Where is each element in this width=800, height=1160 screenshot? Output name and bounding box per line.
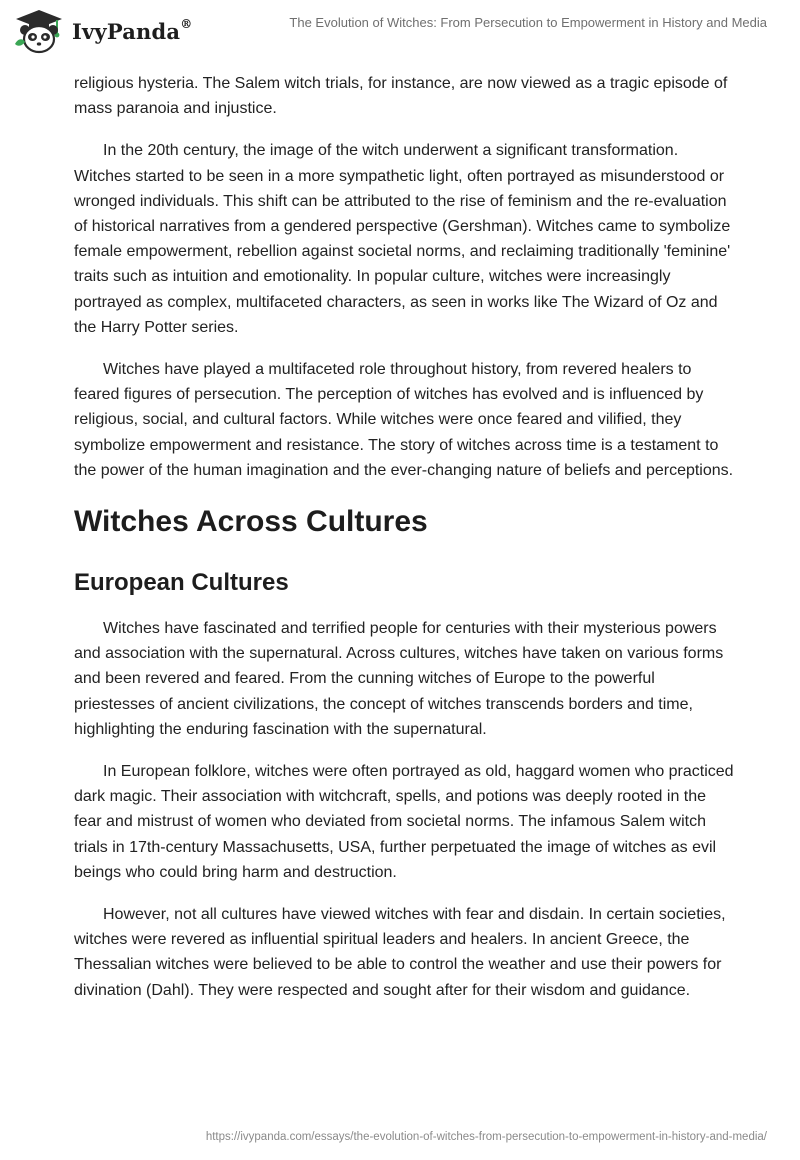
brand-name: IvyPanda® bbox=[72, 16, 193, 44]
panda-logo-icon bbox=[12, 8, 66, 54]
paragraph: In European folklore, witches were often portrayed as old, haggard women who practiced dark magic. Their association with witchcraft, spells, and potions was deeply rooted in the fear and mistrust of women who deviated from societal norms. The infamous Salem witch trials in 17th-century Massachusetts, USA, further perpetuated the image of witches as evil beings who could bring harm and destruction. bbox=[74, 763, 734, 881]
page-header bbox=[0, 0, 800, 62]
paragraph: In the 20th century, the image of the witch underwent a significant transformation. Witches started to be seen in a more sympathetic light, often portrayed as misunderstood or wronged individuals. This shift can be attributed to the rise of feminism and the re-evaluation of historical narratives from a gendered perspective (Gershman). Witches came to symbolize female empowerment, rebellion against societal norms, and reclaiming traditionally 'feminine' traits such as intuition and emotionality. In popular culture, witches were increasingly portrayed as complex, multifaceted characters, as seen in works like The Wizard of Oz and the Harry Potter series. bbox=[74, 142, 731, 336]
article-body bbox=[74, 71, 734, 1020]
paragraph: Witches have played a multifaceted role throughout history, from revered healers to feared figures of persecution. The perception of witches has evolved and is influenced by religious, social, and cultural factors. While witches were once feared and vilified, they symbolize empowerment and resistance. The story of witches across time is a testament to the power of the human imagination and the ever-changing nature of beliefs and perceptions. bbox=[74, 361, 734, 479]
brand-logo[interactable] bbox=[12, 8, 192, 54]
subsection-heading: European Cultures bbox=[74, 569, 289, 597]
paragraph: Witches have fascinated and terrified people for centuries with their mysterious powers and association with the supernatural. Across cultures, witches have taken on various forms and been revered and feared. From the cunning witches of Europe to the powerful priestesses of ancient civilizations, the concept of witches transcends borders and time, highlighting the enduring fascination with the supernatural. bbox=[74, 620, 724, 738]
paragraph: However, not all cultures have viewed witches with fear and disdain. In certain societies, witches were revered as influential spiritual leaders and healers. In ancient Greece, the Thessalian witches were believed to be able to control the weather and use their powers for divination (Dahl). They were respected and sought after for their wisdom and guidance. bbox=[74, 906, 726, 999]
source-url[interactable]: https://ivypanda.com/essays/the-evolution-of-witches-from-persecution-to-empowerment-in-history-and-media/ bbox=[205, 1131, 767, 1143]
registered-mark: ® bbox=[180, 16, 193, 31]
paragraph-continued: religious hysteria. The Salem witch trials, for instance, are now viewed as a tragic episode of mass paranoia and injustice. bbox=[74, 75, 728, 118]
section-heading: Witches Across Cultures bbox=[74, 505, 428, 539]
document-title: The Evolution of Witches: From Persecution to Empowerment in History and Media bbox=[289, 15, 767, 30]
